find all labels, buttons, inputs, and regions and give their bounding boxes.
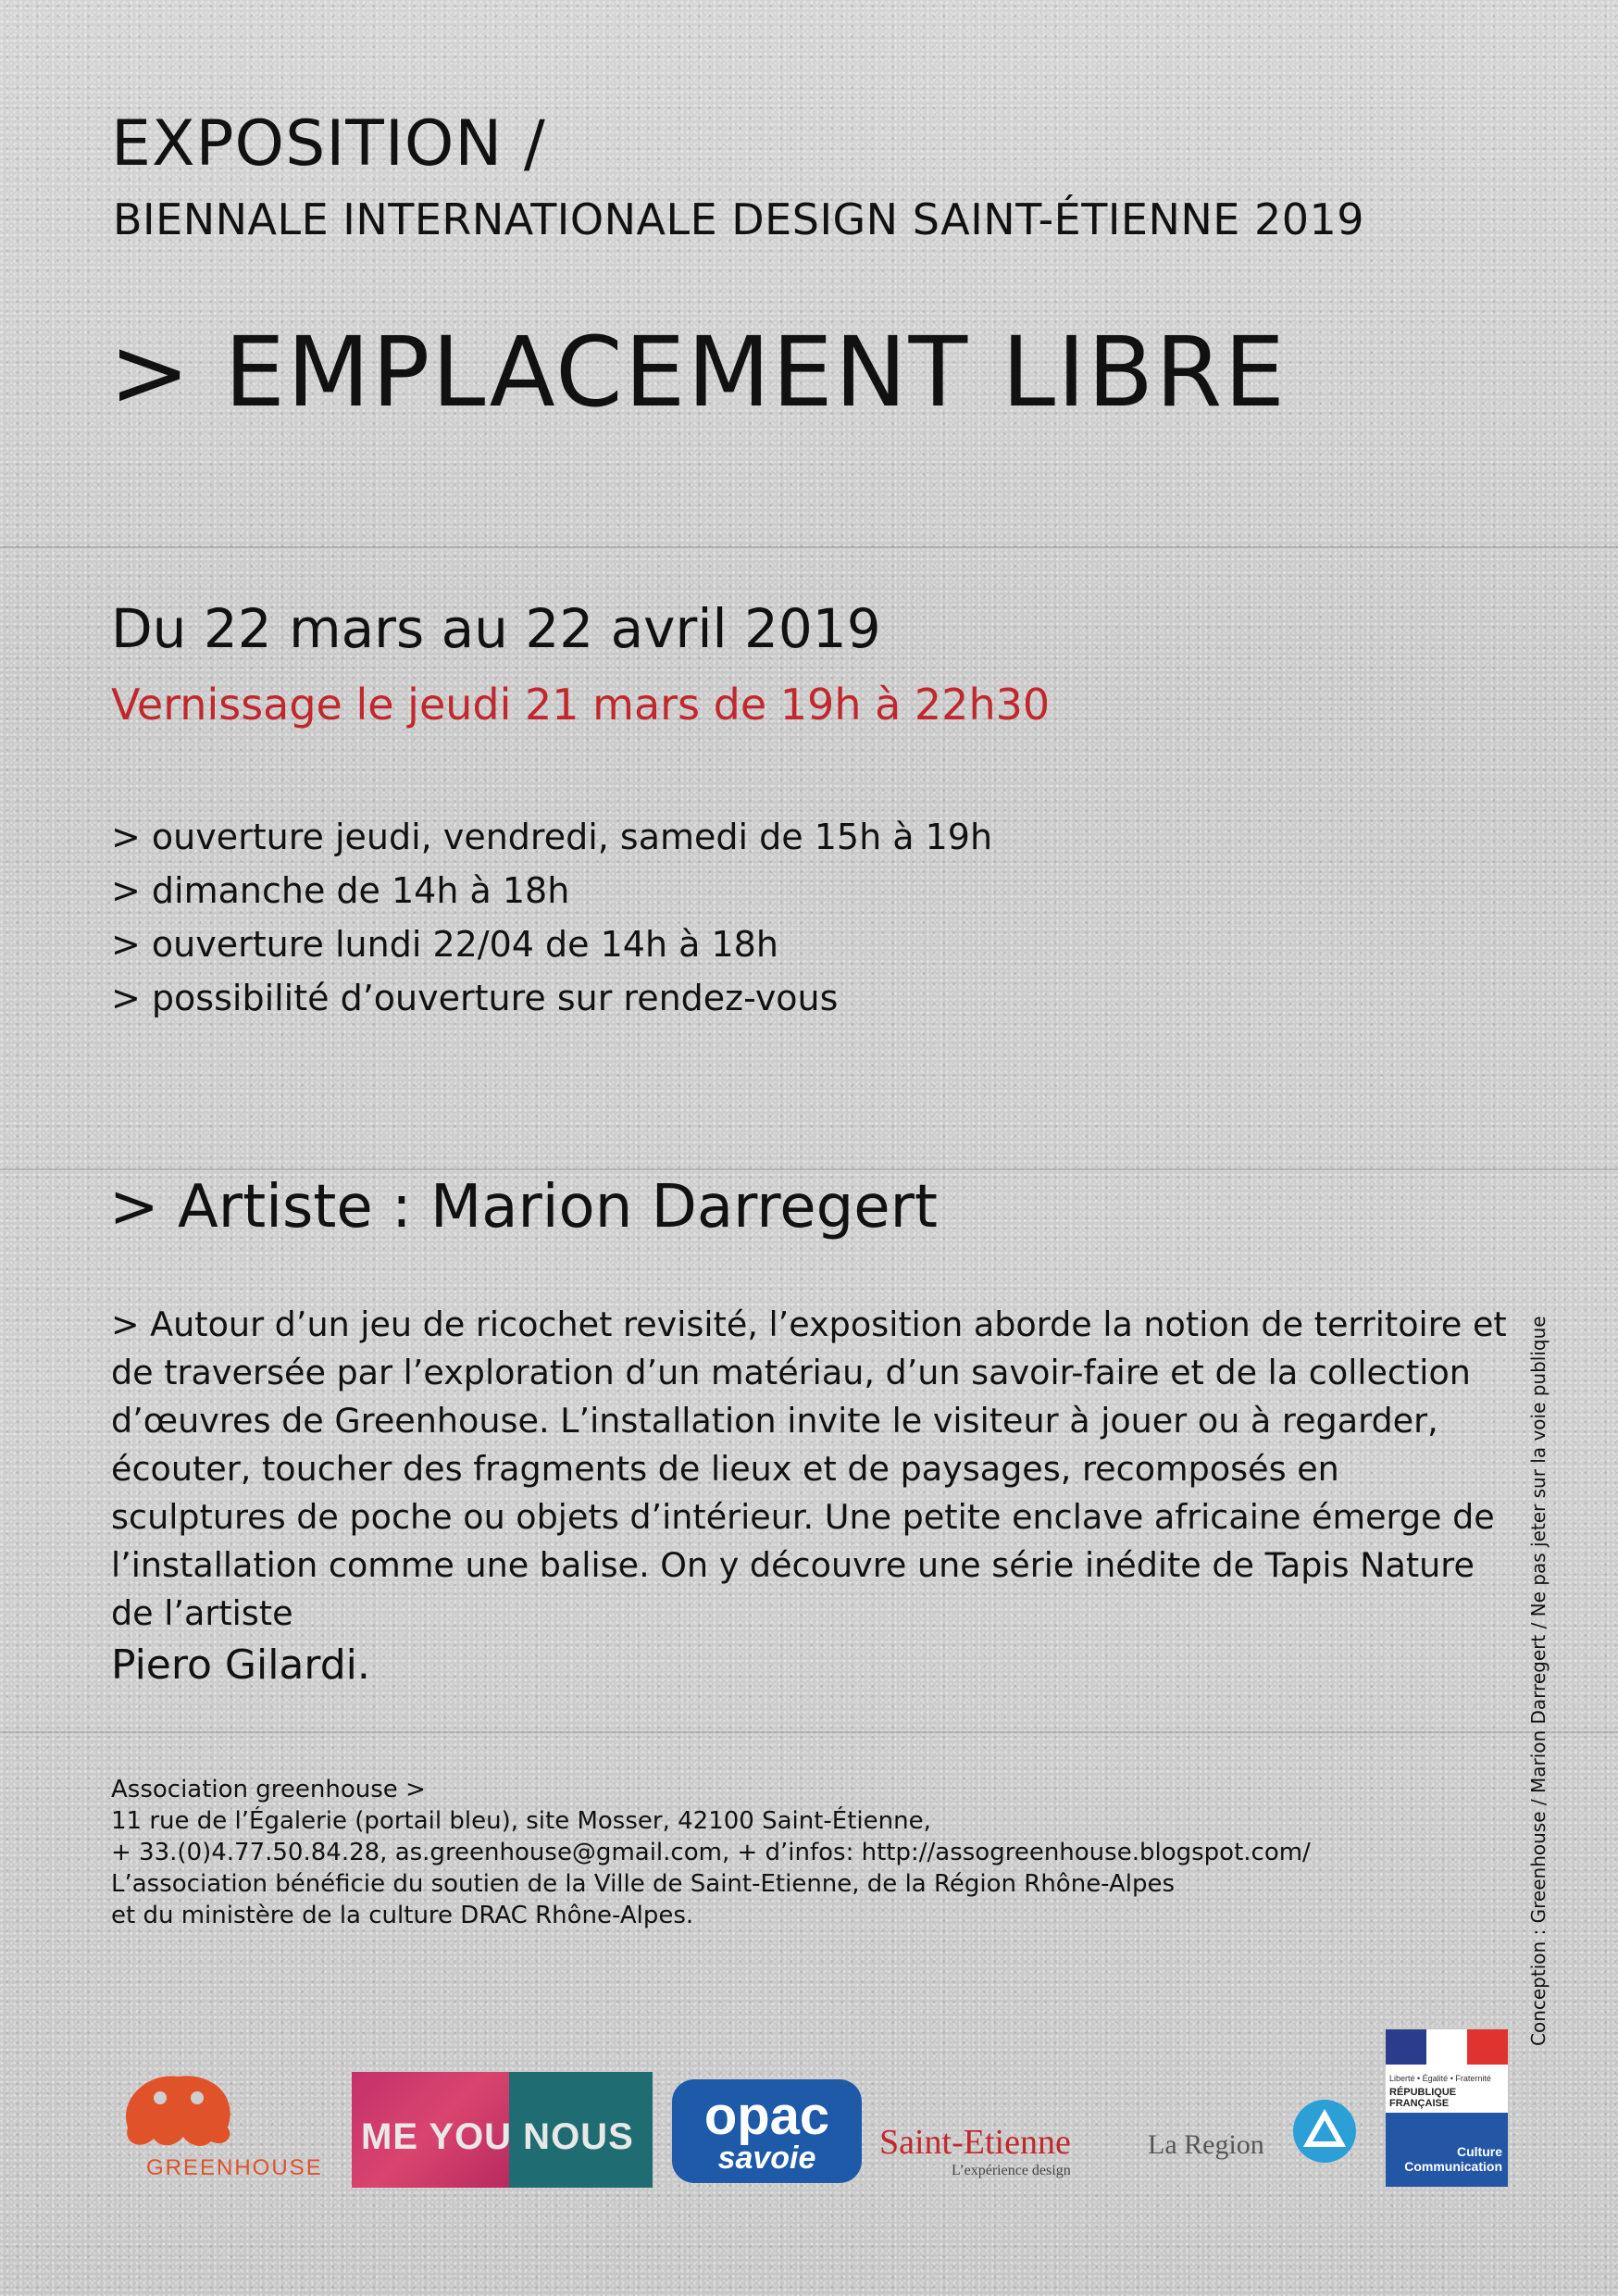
description-text: > Autour d’un jeu de ricochet revisité, l’exposition aborde la notion de territoire et de traversée par l’exploration d’un matériau, d’un savoir-faire et de la collection d’œuvres de Greenhouse. L’installation invite le visiteur à jouer ou à regarder, écouter, toucher des fragments de lieux et de paysages, recomposés en sculptures de poche ou objets d’intérieur. Une petite enclave africaine émerge de l’installation comme une balise. On y découvre une série inédite de Tapis Nature de l’artiste (111, 1304, 1507, 1633)
culture-block (1386, 2113, 1508, 2187)
saint-etienne-logo (879, 2122, 1111, 2187)
wall-seam (0, 1168, 1618, 1170)
me-you-nous-logo (352, 2072, 653, 2188)
republique-text: RÉPUBLIQUE FRANÇAISE (1389, 2087, 1457, 2109)
opac-savoie-logo (672, 2079, 862, 2183)
la-region-logo (1148, 2092, 1361, 2176)
ministere-culture-logo (1386, 2029, 1508, 2187)
exhibition-dates: Du 22 mars au 22 avril 2019 (111, 597, 881, 660)
devise-text: Liberté • Égalité • Fraternité (1389, 2074, 1491, 2083)
wall-seam (0, 546, 1618, 548)
biennale-heading: BIENNALE INTERNATIONALE DESIGN SAINT-ÉTIENNE 2019 (113, 194, 1365, 244)
la-region-wordmark: La Region (1148, 2129, 1264, 2160)
page-title: > EMPLACEMENT LIBRE (109, 316, 1288, 429)
opening-hours-item: > dimanche de 14h à 18h (111, 870, 570, 911)
vernissage-line: Vernissage le jeudi 21 mars de 19h à 22h30 (111, 680, 1051, 730)
frog-icon (109, 2063, 248, 2155)
wall-seam (0, 1731, 1618, 1733)
association-line: L’association bénéficie du soutien de la Ville de Saint-Etienne, de la Région Rhône-Alpes (111, 1870, 1176, 1898)
savoie-wordmark: savoie (717, 2140, 816, 2176)
opening-hours-item: > ouverture jeudi, vendredi, samedi de 15h à 19h (111, 817, 993, 857)
association-info (111, 1774, 1311, 1931)
exposition-heading: EXPOSITION / (111, 107, 546, 181)
exhibition-description (111, 1301, 1518, 1693)
saint-etienne-wordmark: Saint-Etienne (879, 2123, 1071, 2162)
opac-wordmark: opac (703, 2086, 830, 2146)
region-emblem-icon (1291, 2098, 1358, 2165)
opening-hours-item: > ouverture lundi 22/04 de 14h à 18h (111, 924, 778, 965)
culture-wordmark: Culture Communication (1404, 2144, 1502, 2174)
me-you-nous-wordmark: ME YOU NOUS (361, 2116, 634, 2157)
association-line: + 33.(0)4.77.50.84.28, as.greenhouse@gmail.com, + d’infos: http://assogreenhouse.blogspot.com/ (111, 1839, 1311, 1866)
saint-etienne-tagline: L’expérience design (952, 2163, 1071, 2178)
opening-hours-item: > possibilité d’ouverture sur rendez-vous (111, 978, 839, 1018)
association-line: 11 rue de l’Égalerie (portail bleu), site Mosser, 42100 Saint-Étienne, (111, 1807, 931, 1835)
association-line: Association greenhouse > (111, 1776, 426, 1803)
artist-heading: > Artiste : Marion Darregert (109, 1173, 938, 1242)
french-flag (1386, 2029, 1508, 2065)
description-artist-name: Piero Gilardi. (111, 1641, 370, 1689)
greenhouse-logo (109, 2063, 341, 2188)
vertical-credit: Conception : Greenhouse / Marion Darregert / Ne pas jeter sur la voie publique (1527, 1316, 1550, 2046)
association-line: et du ministère de la culture DRAC Rhône-Alpes. (111, 1902, 694, 1929)
greenhouse-wordmark: GREENHOUSE (146, 2155, 323, 2180)
